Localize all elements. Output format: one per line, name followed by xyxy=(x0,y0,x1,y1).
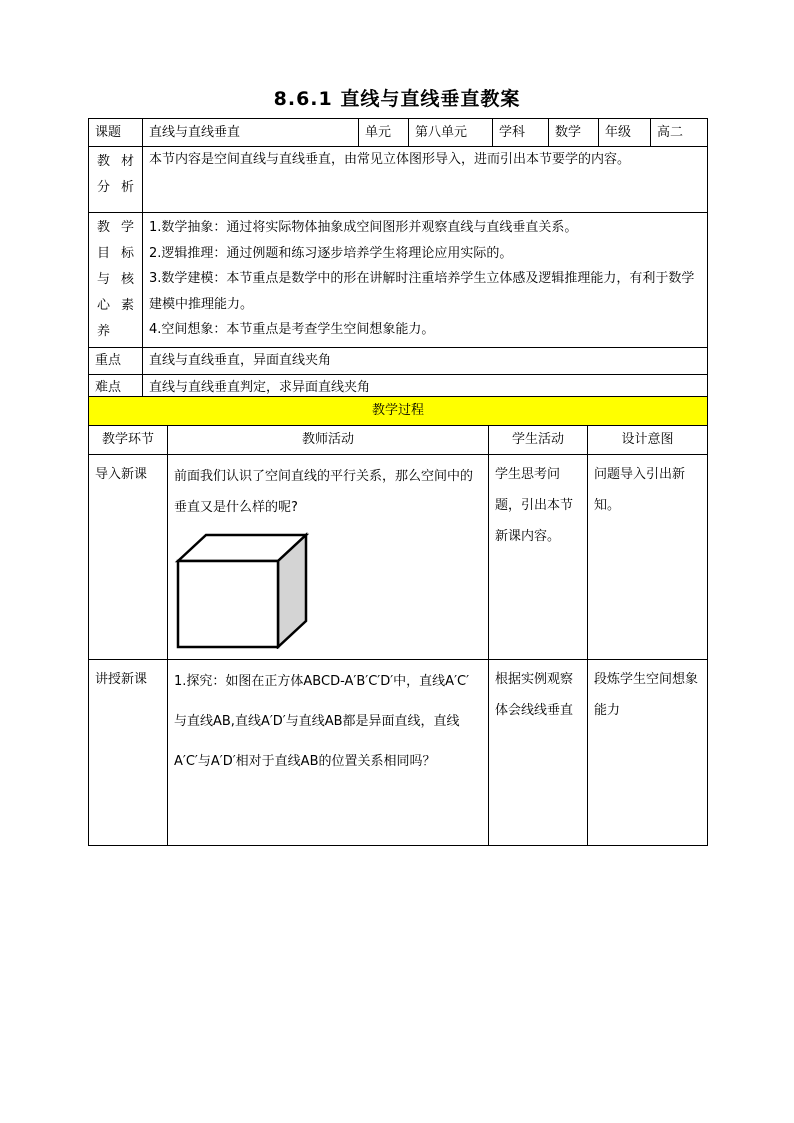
teacher-activity-cell: 1.探究：如图在正方体ABCD-A′B′C′D′中，直线A′C′与直线AB,直线A′D′与直线AB都是异面直线，直线A′C′与A′D′相对于直线AB的位置关系相同吗？ xyxy=(168,660,489,846)
cube-front-face xyxy=(178,561,278,647)
grade-label: 年级 xyxy=(599,119,651,147)
header-stage: 教学环节 xyxy=(89,426,168,455)
grade-value: 高二 xyxy=(651,119,708,147)
goal-item: 1.数学抽象：通过将实际物体抽象成空间图形并观察直线与直线垂直关系。 xyxy=(149,220,578,235)
goal-item: 3.数学建模：本节重点是数学中的形在讲解时注重培养学生立体感及逻辑推理能力，有利于数学建模中推理能力。 xyxy=(149,271,695,312)
goals-label: 教学 目标 与核 心素 养 xyxy=(89,213,143,348)
process-row xyxy=(89,660,708,846)
process-band: 教学过程 xyxy=(89,397,708,426)
material-text: 本节内容是空间直线与直线垂直，由常见立体图形导入，进而引出本节要学的内容。 xyxy=(143,147,708,213)
topic-value: 直线与直线垂直 xyxy=(143,119,359,147)
intent-cell: 段炼学生空间想象能力 xyxy=(588,660,708,846)
header-teacher: 教师活动 xyxy=(168,426,489,455)
difficulty-text: 直线与直线垂直判定，求异面直线夹角 xyxy=(143,375,708,402)
teaching-process-table xyxy=(88,396,708,846)
material-label: 教材 分析 xyxy=(89,147,143,213)
goal-item: 2.逻辑推理：通过例题和练习逐步培养学生将理论应用实际的。 xyxy=(149,245,513,261)
teacher-activity-cell xyxy=(168,455,489,660)
cube-figure xyxy=(174,531,482,657)
document-title: 8.6.1 直线与直线垂直教案 xyxy=(273,88,521,110)
cube-drawing xyxy=(174,531,310,649)
focus-text: 直线与直线垂直，异面直线夹角 xyxy=(143,348,708,375)
focus-label: 重点 xyxy=(89,348,143,375)
process-row xyxy=(89,455,708,660)
teacher-activity-text: 前面我们认识了空间直线的平行关系，那么空间中的垂直又是什么样的呢? xyxy=(174,469,474,515)
stage-cell: 导入新课 xyxy=(89,455,168,660)
process-header-row xyxy=(89,426,708,455)
student-activity-cell: 学生思考问题，引出本节新课内容。 xyxy=(489,455,588,660)
material-row xyxy=(89,147,708,213)
focus-row xyxy=(89,348,708,375)
lesson-info-table xyxy=(88,118,708,402)
goal-item: 4.空间想象：本节重点是考查学生空间想象能力。 xyxy=(149,322,435,337)
difficulty-label: 难点 xyxy=(89,375,143,402)
subject-label: 学科 xyxy=(493,119,549,147)
unit-value: 第八单元 xyxy=(409,119,493,147)
header-student: 学生活动 xyxy=(489,426,588,455)
subject-value: 数学 xyxy=(549,119,599,147)
process-band-row xyxy=(89,397,708,426)
topic-label: 课题 xyxy=(89,119,143,147)
header-intent: 设计意图 xyxy=(588,426,708,455)
intent-cell: 问题导入引出新知。 xyxy=(588,455,708,660)
info-row xyxy=(89,119,708,147)
unit-label: 单元 xyxy=(359,119,409,147)
goals-row xyxy=(89,213,708,348)
goals-list xyxy=(143,213,708,348)
student-activity-cell: 根据实例观察体会线线垂直 xyxy=(489,660,588,846)
stage-cell: 讲授新课 xyxy=(89,660,168,846)
